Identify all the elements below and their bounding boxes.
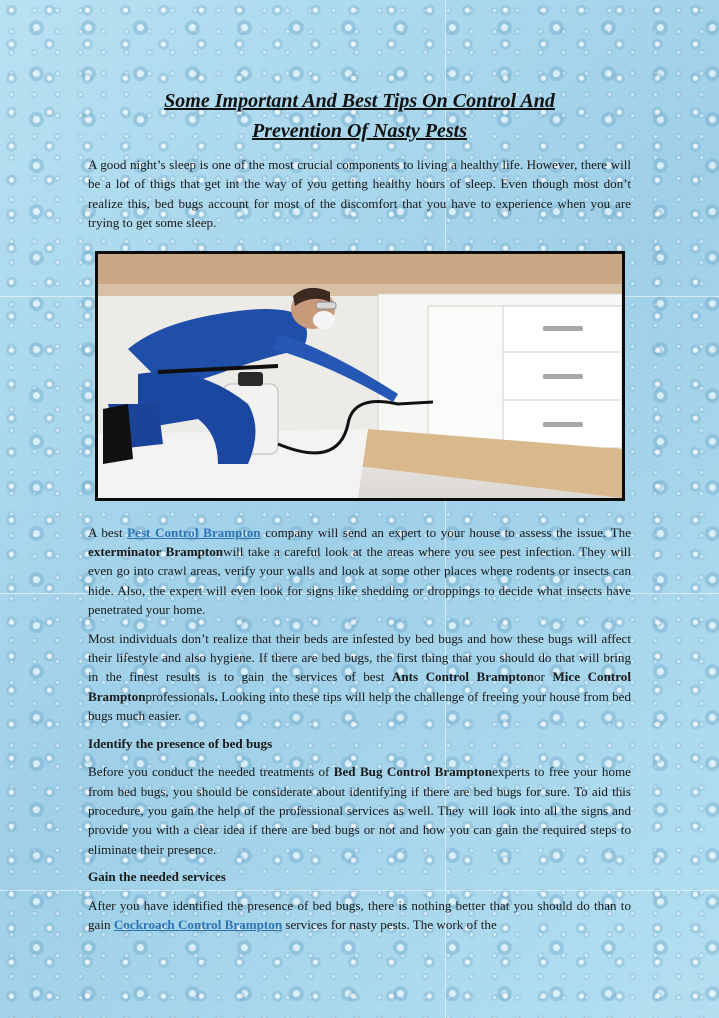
worker-boot <box>103 404 133 464</box>
section-heading-services: Gain the needed services <box>88 869 226 885</box>
exterminator-brampton-text: exterminator Brampton <box>88 544 224 560</box>
ants-control-text: Ants Control Brampton <box>391 669 534 685</box>
bed-bug-control-text: Bed Bug Control Brampton <box>333 764 493 780</box>
counter-top <box>98 254 622 284</box>
title-line-1: Some Important And Best Tips On Control And <box>164 90 555 112</box>
exterminator-photo <box>95 251 625 501</box>
intro-paragraph: A good night’s sleep is one of the most crucial components to living a healthy life. However, there will be a lot of thigs that get int the way of you getting healthy hours of sleep. Even though most don’t realize this, bed bugs account for most of the discomfort that you have to experience when you are trying to get some sleep. <box>88 157 631 231</box>
pest-control-brampton-link[interactable]: Pest Control Brampton <box>127 524 261 540</box>
title-line-2: Prevention Of Nasty Pests <box>252 120 467 142</box>
paragraph-expert: A best Pest Control Brampton company will send an expert to your house to assess the issue. The exterminator Bramptonwill take a careful look at the areas where you see pest infection. They will even go into crawl areas, verify your walls and look at some other places where rodents or insects can hide. Also, the expert will even look for signs like shedding or droppings to decide what insects have penetrated your home. <box>88 524 632 618</box>
article-title <box>88 86 631 146</box>
article <box>88 86 631 934</box>
section-heading-identify: Identify the presence of bed bugs <box>88 735 273 751</box>
exterminator-illustration <box>98 254 622 498</box>
paragraph-bed-bugs: Most individuals don’t realize that their beds are infested by bed bugs and how these bugs will affect their lifestyle and also hygiene. If there are bed bugs, the first thing that you should do that will bring in the finest results is to gain the services of best Ants Control Bramptonor Mice Control Bramptonprofessionals. Looking into these tips will help the challenge of freeing your house from bed bugs much easier. <box>88 630 631 724</box>
respirator-mask <box>313 311 335 329</box>
paragraph-services: After you have identified the presence of bed bugs, there is nothing better that you should do than to gain Cockroach Control Brampton services for nasty pests. The work of the <box>88 897 631 932</box>
safety-goggles <box>316 302 336 309</box>
cockroach-control-brampton-link[interactable]: Cockroach Control Brampton <box>113 916 283 932</box>
paragraph-identify: Before you conduct the needed treatments of Bed Bug Control Bramptonexperts to free your home from bed bugs, you should be considerate about identifying if there are bed bugs for sure. To aid this procedure, you gain the help of the professional services as well. They will look into all the signs and provide you with a clear idea if there are bed bugs or not and how you can gain the required steps to eliminate their presence. <box>88 764 631 857</box>
mice-control-text: Mice Control Brampton <box>88 669 631 704</box>
